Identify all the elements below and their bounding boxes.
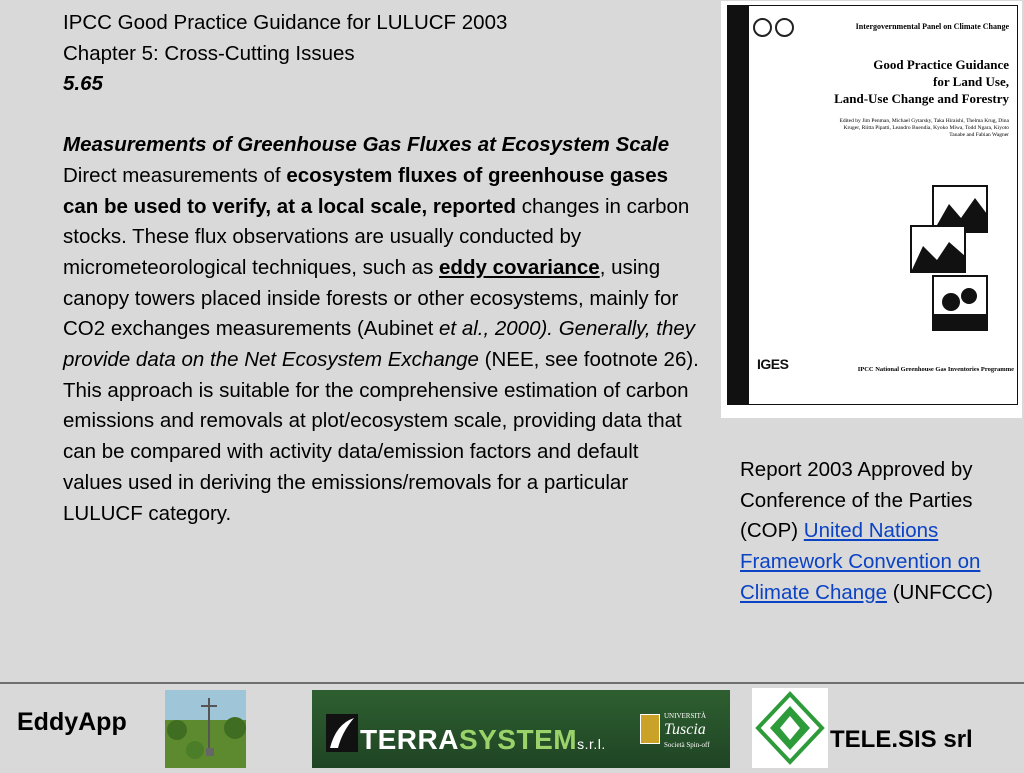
cover-title (789, 56, 1009, 107)
body-text-2: changes in carbon stocks. These flux observations are usually conducted by micrometeorological techniques, such as (63, 194, 690, 279)
srl-part: s.r.l. (577, 736, 606, 752)
body-italic: et al., 2000). Generally, they provide data on the Net Ecosystem Exchange (63, 317, 696, 372)
body-text-1: Direct measurements of (63, 163, 287, 187)
tuscia-line-3: Società Spin-off (664, 741, 710, 749)
section-number: 5.65 (63, 72, 103, 96)
system-part: SYSTEM (458, 724, 578, 755)
side-note (740, 455, 1015, 609)
cover-title-2: for Land Use, (933, 74, 1009, 89)
body-text-3: , using canopy towers placed inside forests or other ecosystems, mainly for CO2 exchanges measurements (Aubinet (63, 255, 679, 341)
unep-logo-icon (753, 18, 772, 37)
cover-landscape-icons (909, 184, 989, 332)
main-text (63, 8, 703, 529)
tuscia-line-2: Tuscia (664, 721, 706, 738)
cover-logos (753, 18, 803, 44)
terrasystem-banner (312, 690, 730, 768)
telesis-label: TELE.SIS srl (830, 726, 973, 753)
body-bold: ecosystem fluxes of greenhouse gases can be used to verify, at a local scale, reported (63, 163, 668, 218)
cover-body (749, 5, 1018, 405)
telesis-logo-graphic (752, 688, 828, 768)
iges-logo: IGES (757, 356, 789, 372)
tuscia-logo (638, 708, 718, 752)
cover-editors: Edited by Jim Penman, Michael Gytarsky, Taka Hiraishi, Thelma Krug, Dina Kruger, Riitta Pipatti, Leandro Buendia, Kyoko Miwa, Todd Ngara, Kiyoto Tanabe and Fabian Wagner (839, 118, 1009, 138)
cover-side-bar (727, 5, 749, 405)
side-text-2: (UNFCCC) (887, 580, 993, 604)
terrasystem-name (360, 724, 606, 756)
eddy-covariance-link[interactable]: eddy covariance (439, 255, 600, 279)
unfccc-link[interactable]: United Nations Framework Convention on Climate Change (740, 519, 981, 604)
cover-org: Intergovernmental Panel on Climate Change (855, 22, 1009, 31)
report-cover-image (721, 1, 1022, 418)
telesis-logo-icon (752, 688, 828, 768)
doc-line-1: IPCC Good Practice Guidance for LULUCF 2003 (63, 11, 508, 34)
doc-line-2: Chapter 5: Cross-Cutting Issues (63, 41, 355, 65)
section-heading: Measurements of Greenhouse Gas Fluxes at Ecosystem Scale (63, 133, 670, 157)
body-paragraph (63, 161, 703, 529)
eddy-tower-photo (165, 690, 246, 768)
tuscia-crest-icon (640, 714, 660, 744)
side-text-1: Report 2003 Approved by Conference of the Parties (COP) (740, 458, 973, 543)
cover-programme: IPCC National Greenhouse Gas Inventories Programme (857, 366, 1014, 373)
cover-title-1: Good Practice Guidance (873, 57, 1009, 72)
terrasystem-logo-icon (326, 714, 358, 752)
body-text-4: (NEE, see footnote 26). This approach is suitable for the comprehensive estimation of carbon emissions and removals at plot/ecosystem scale, providing data that can be compared with activity data/emission factors and default values used in deriving the emissions/removals for a particular LULUCF category. (63, 348, 699, 525)
footer-divider (0, 682, 1024, 684)
eddyapp-label: EddyApp (17, 708, 127, 736)
cover-title-3: Land-Use Change and Forestry (834, 91, 1009, 106)
wmo-logo-icon (775, 18, 794, 37)
terra-part: TERRA (360, 724, 459, 755)
tuscia-line-1: UNIVERSITÀ (664, 712, 706, 720)
